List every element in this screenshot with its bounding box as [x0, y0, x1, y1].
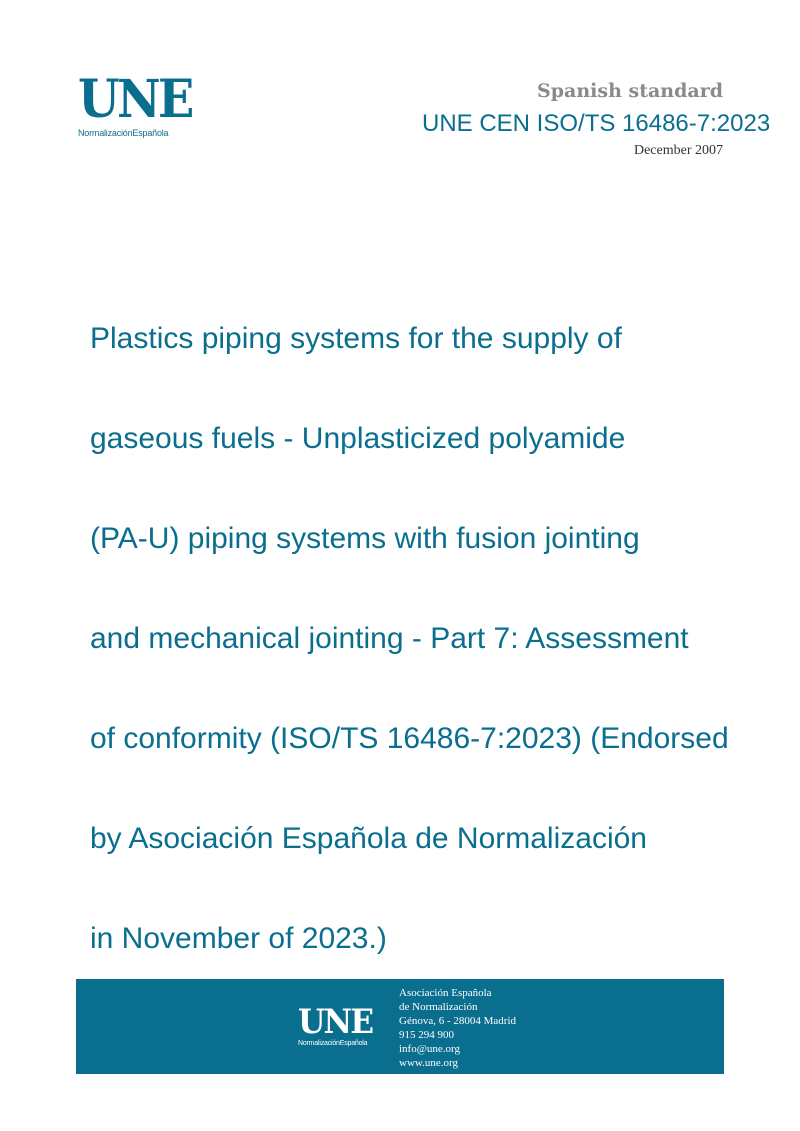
- title-line: and mechanical jointing - Part 7: Assessment: [90, 622, 689, 655]
- title-line: (PA-U) piping systems with fusion jointing: [90, 522, 640, 555]
- footer-une-logo: [298, 1002, 379, 1047]
- title-line: in November of 2023.): [90, 922, 387, 955]
- org-website: www.une.org: [399, 1057, 458, 1069]
- title-line: gaseous fuels - Unplasticized polyamide: [90, 422, 626, 455]
- org-phone: 915 294 900: [399, 1029, 454, 1041]
- une-logo: [78, 69, 198, 138]
- footer-banner: [76, 979, 724, 1074]
- footer-contact-info: [399, 986, 516, 1070]
- title-line: Plastics piping systems for the supply of: [90, 322, 622, 355]
- org-address: Génova, 6 - 28004 Madrid: [399, 1015, 517, 1027]
- une-logo-subtitle: NormalizaciónEspañola: [78, 128, 169, 138]
- org-name-line1: Asociación Española: [399, 987, 492, 999]
- publication-date: December 2007: [633, 143, 723, 158]
- standard-code: UNE CEN ISO/TS 16486-7:2023: [422, 110, 771, 137]
- footer-logo-subtitle: NormalizaciónEspañola: [298, 1040, 368, 1047]
- title-line: of conformity (ISO/TS 16486-7:2023) (Endorsed: [90, 722, 729, 755]
- document-type: Spanish standard: [537, 80, 723, 102]
- une-logo-mark: UNE: [78, 69, 192, 130]
- org-email: info@une.org: [399, 1043, 460, 1055]
- document-title: [90, 264, 800, 1014]
- title-line: by Asociación Española de Normalización: [90, 822, 647, 855]
- footer-logo-mark: UNE: [298, 1002, 373, 1042]
- org-name-line2: de Normalización: [399, 1001, 478, 1013]
